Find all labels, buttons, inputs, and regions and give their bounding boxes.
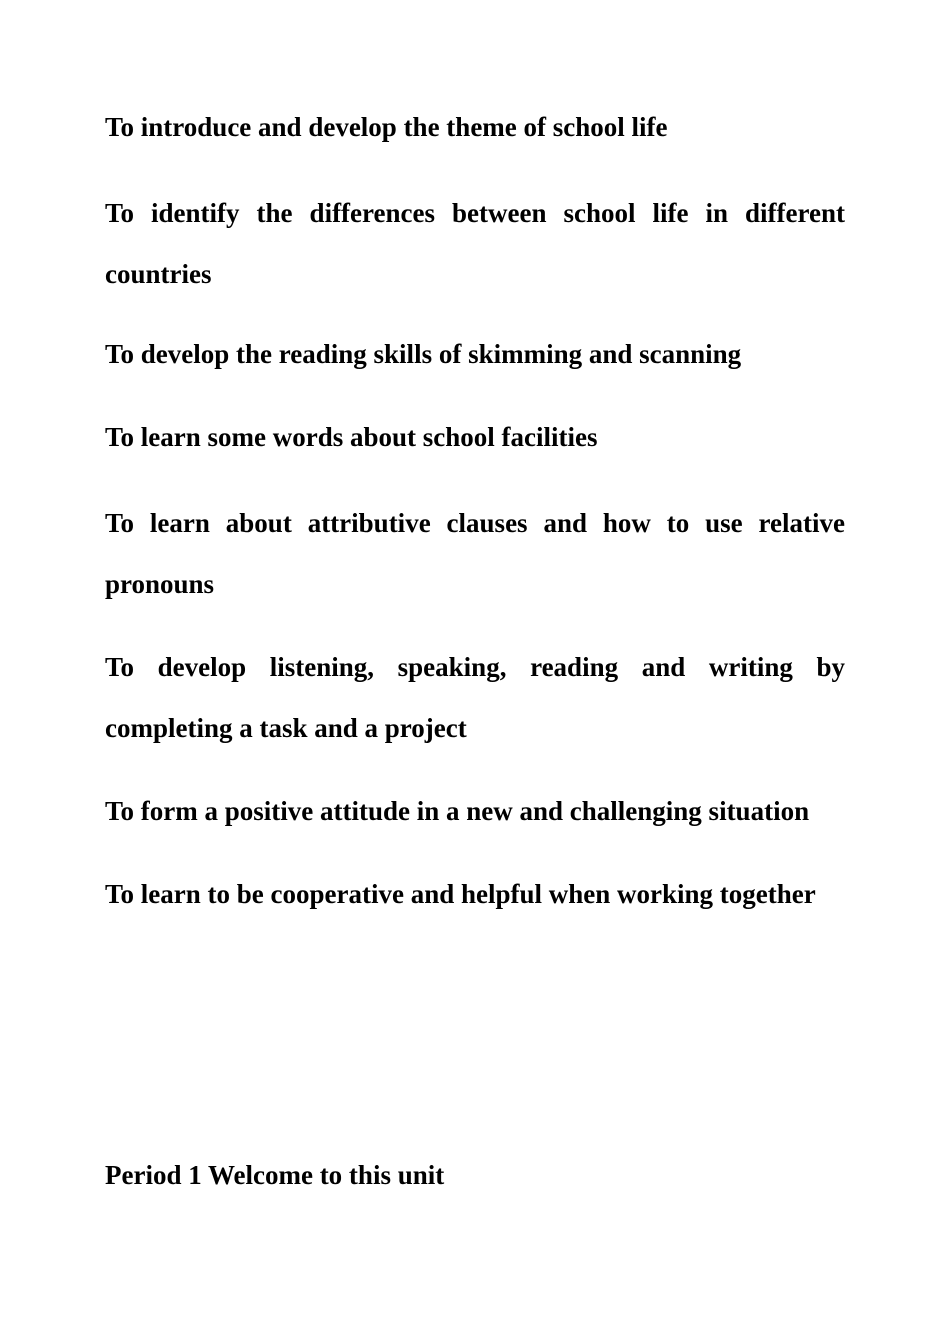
period-heading: Period 1 Welcome to this unit: [105, 1160, 445, 1190]
objectives-list: [105, 100, 845, 947]
objective-item: To develop the reading skills of skimming and scanning: [105, 339, 742, 369]
objective-item: To learn to be cooperative and helpful when working together: [105, 879, 816, 909]
objective-item: To develop listening, speaking, reading and writing by completing a task and a project: [105, 652, 845, 743]
objective-item: To identify the differences between school life in different countries: [105, 198, 845, 289]
objective-item: To learn about attributive clauses and how to use relative pronouns: [105, 508, 845, 599]
objective-item: To learn some words about school facilities: [105, 422, 598, 452]
objective-item: To form a positive attitude in a new and challenging situation: [105, 796, 810, 826]
objective-item: To introduce and develop the theme of school life: [105, 112, 668, 142]
